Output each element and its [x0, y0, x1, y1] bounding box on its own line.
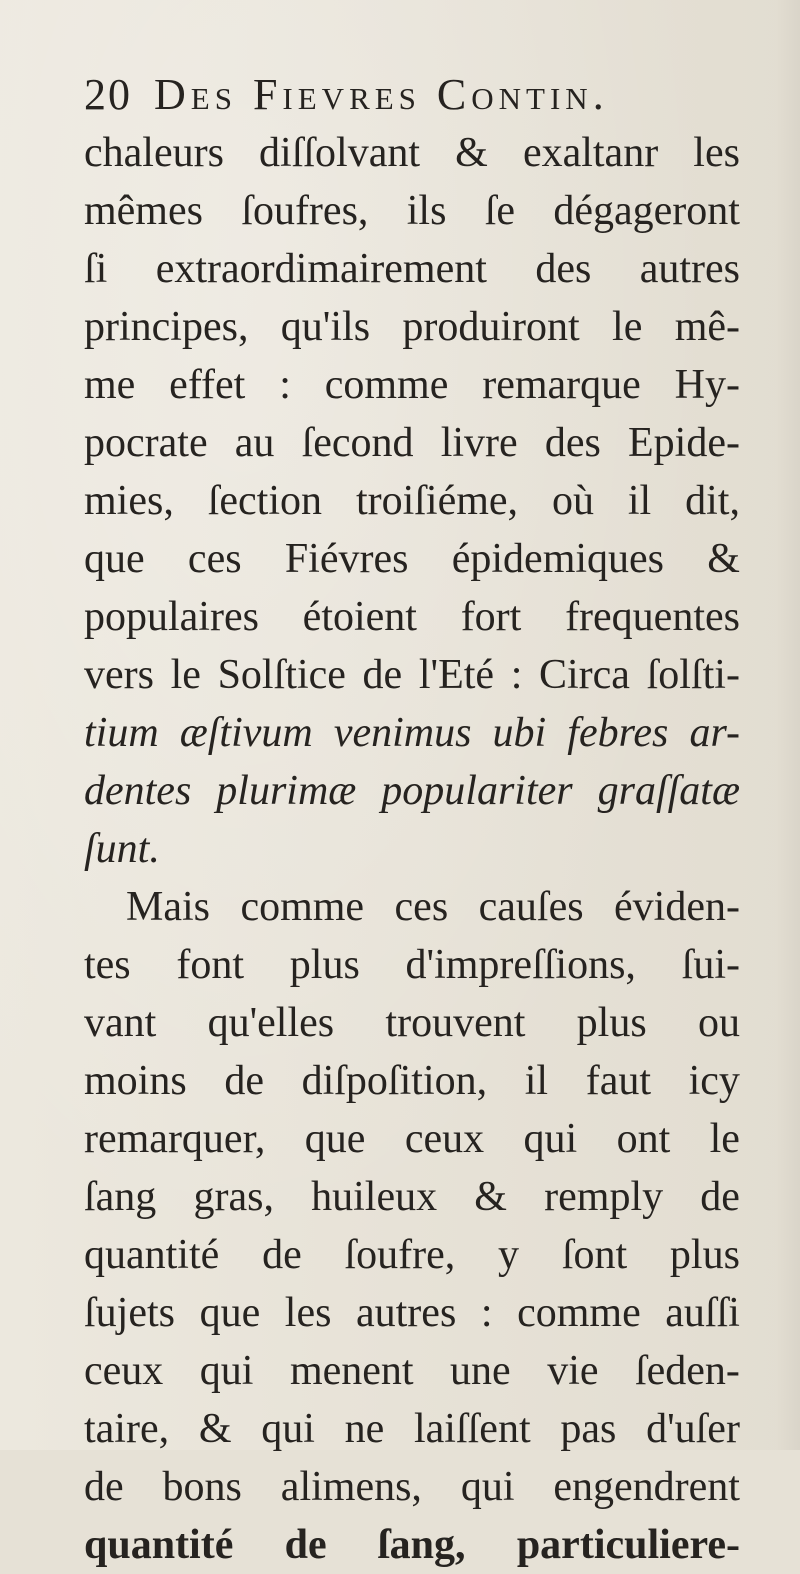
text-line: quantité de ſoufre, y ſont plus — [84, 1232, 740, 1278]
text-line: principes, qu'ils produiront le mê- — [84, 304, 740, 350]
text-line: Mais comme ces cauſes éviden- — [126, 884, 740, 930]
text-line: de bons alimens, qui engendrent — [84, 1464, 740, 1510]
page-header — [84, 66, 724, 124]
text-line: populaires étoient fort frequentes — [84, 594, 740, 640]
text-line: que ces Fiévres épidemiques & — [84, 536, 740, 582]
text-line: quantité de ſang, particuliere- — [84, 1522, 740, 1568]
text-line: mêmes ſoufres, ils ſe dégageront — [84, 188, 740, 234]
text-line: pocrate au ſecond livre des Epide- — [84, 420, 740, 466]
page-number: 20 — [84, 70, 132, 119]
body-text — [84, 124, 740, 1574]
text-line: ceux qui menent une vie ſeden- — [84, 1348, 740, 1394]
text-line: mies, ſection troiſiéme, où il dit, — [84, 478, 740, 524]
text-line: ſi extraordimairement des autres — [84, 246, 740, 292]
text-line: me effet : comme remarque Hy- — [84, 362, 740, 408]
text-line: chaleurs diſſolvant & exaltanr les — [84, 130, 740, 176]
text-line: moins de diſpoſition, il faut icy — [84, 1058, 740, 1104]
page-edge-shadow — [776, 0, 800, 1450]
text-line: vers le Solſtice de l'Eté : Circa ſolſti- — [84, 652, 740, 698]
text-line: remarquer, que ceux qui ont le — [84, 1116, 740, 1162]
text-line: tes font plus d'impreſſions, ſui- — [84, 942, 740, 988]
running-title: Des Fievres Contin. — [154, 70, 609, 119]
text-line: tium æſtivum venimus ubi febres ar- — [84, 710, 740, 756]
text-line: ſunt. — [84, 826, 160, 872]
text-line: ſujets que les autres : comme auſſi — [84, 1290, 740, 1336]
text-line: dentes plurimæ populariter graſſatæ — [84, 768, 740, 814]
text-line: ſang gras, huileux & remply de — [84, 1174, 740, 1220]
text-line: taire, & qui ne laiſſent pas d'uſer — [84, 1406, 740, 1452]
text-line: vant qu'elles trouvent plus ou — [84, 1000, 740, 1046]
